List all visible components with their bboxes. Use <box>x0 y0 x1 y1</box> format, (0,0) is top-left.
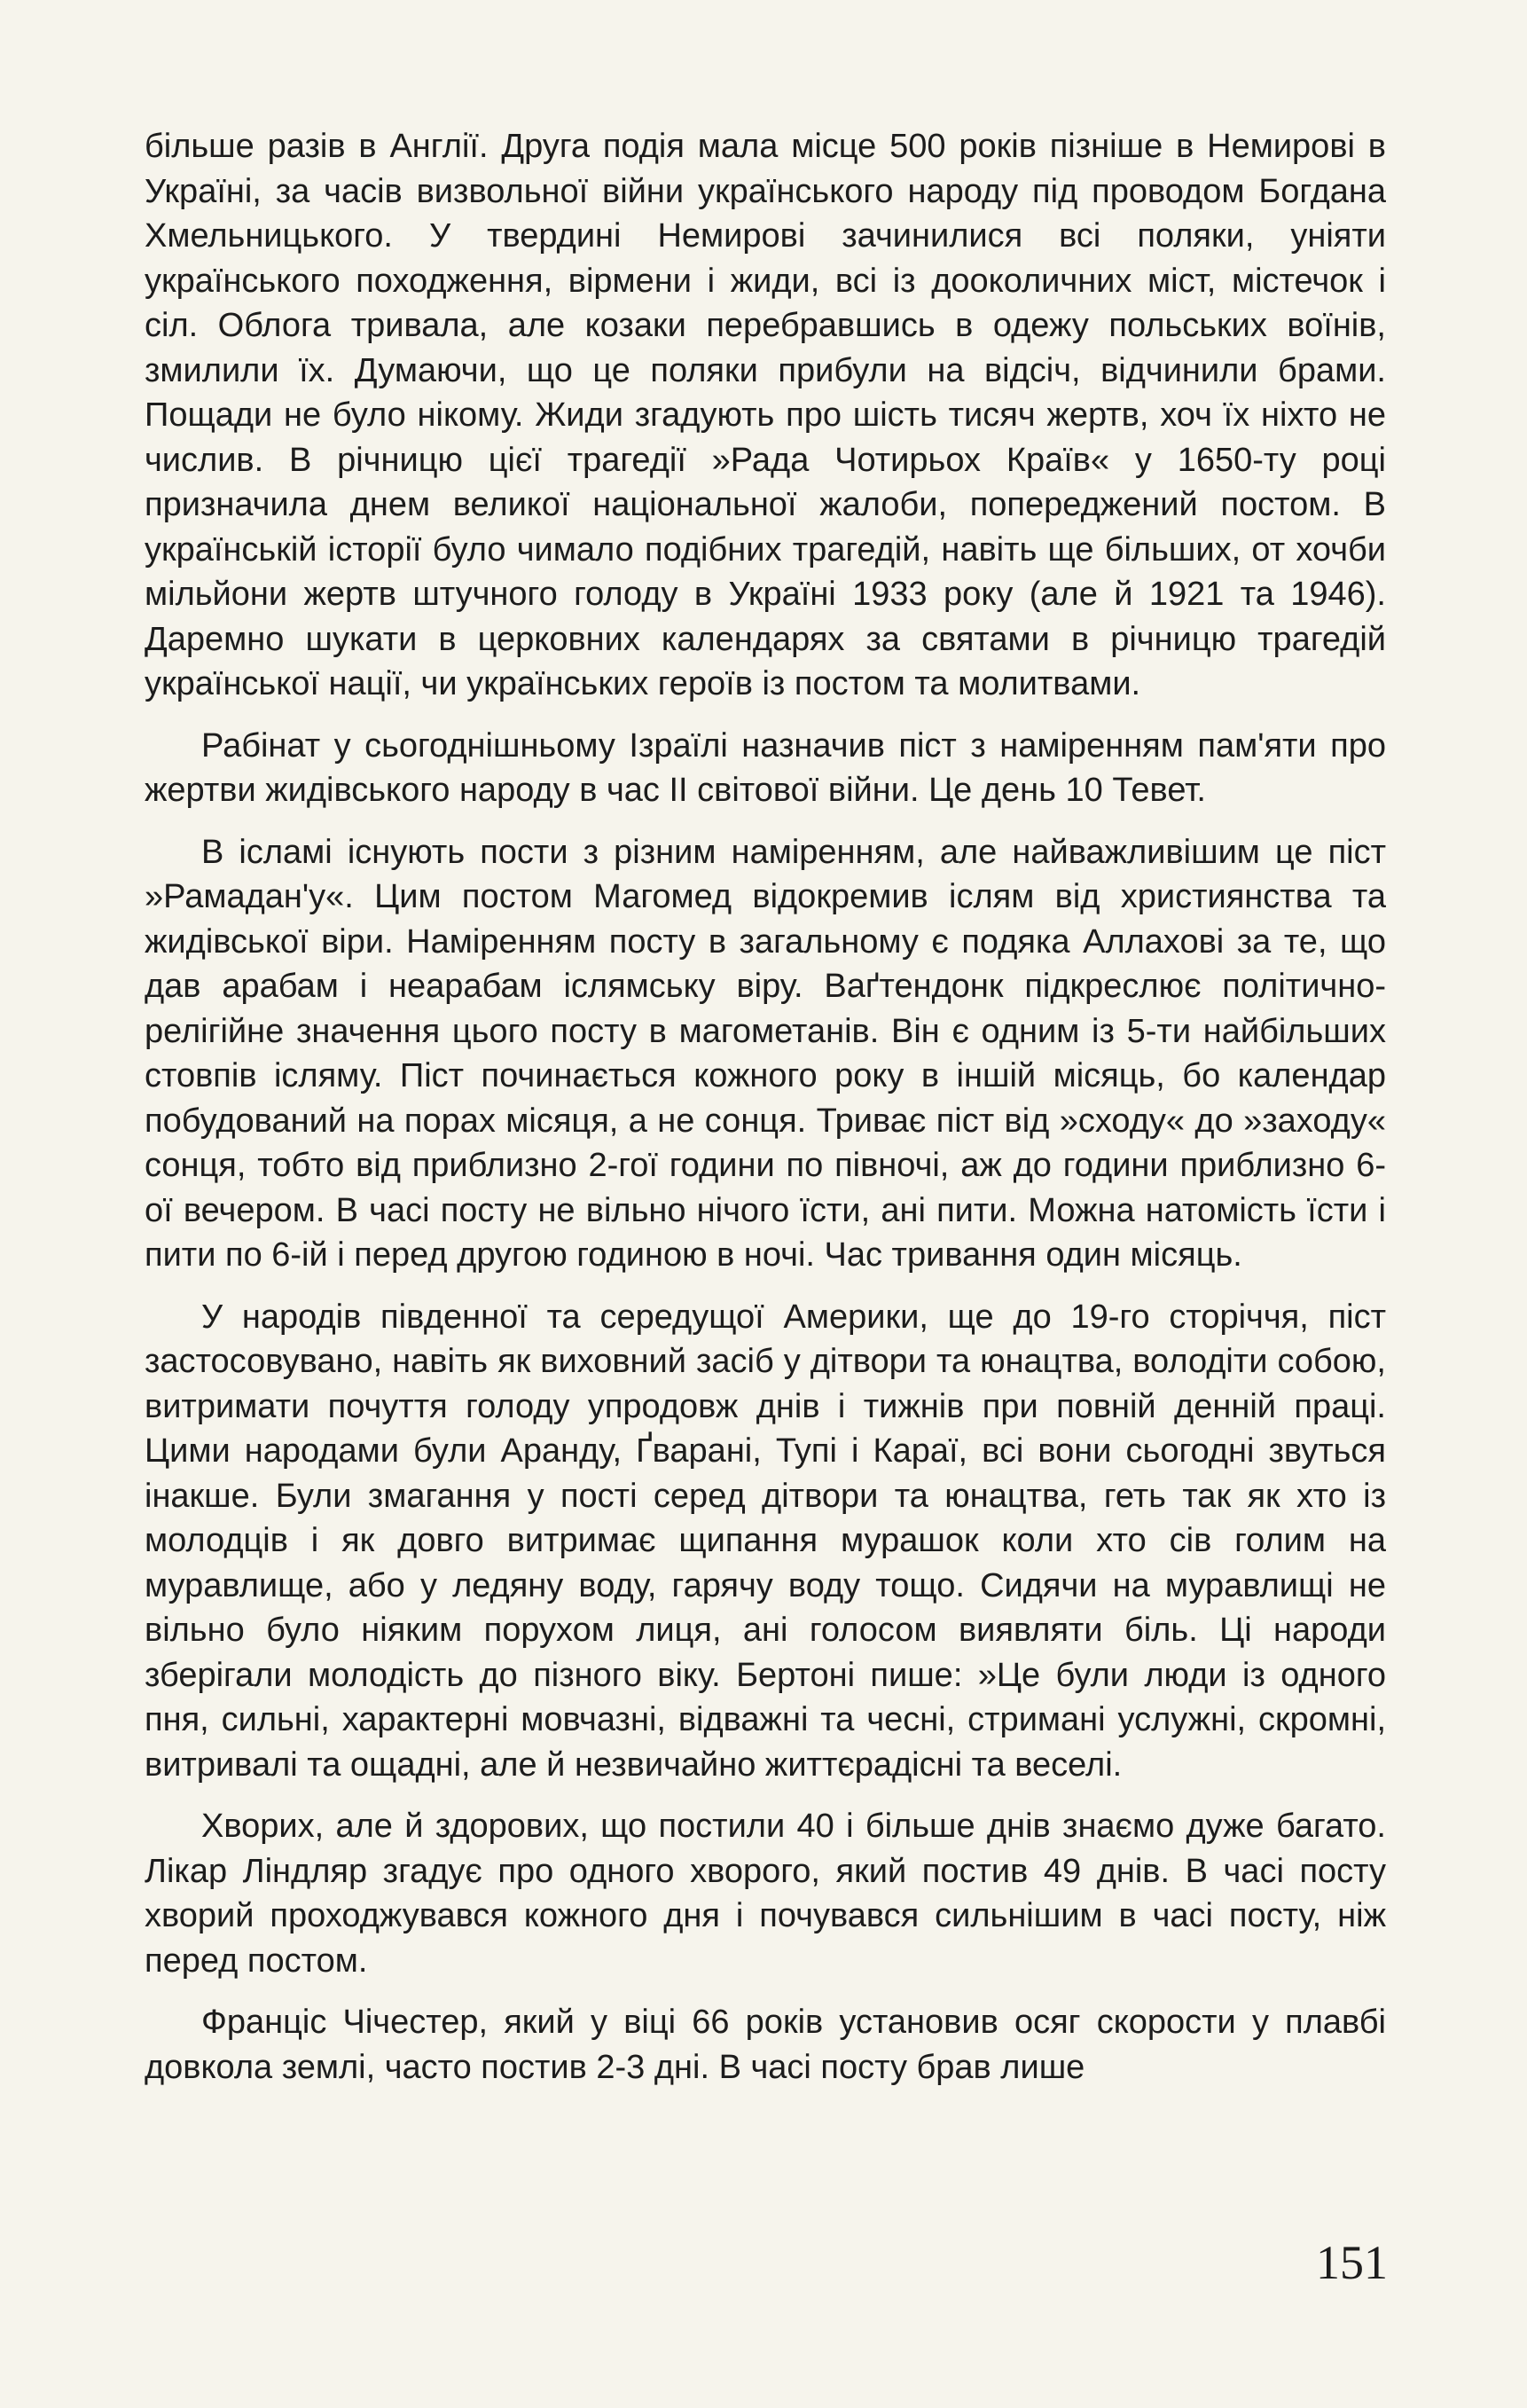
paragraph-america-peoples: У народів південної та середущої Америки, ще до 19-го сторіччя, піст застосовувано, навіть як виховний засіб у дітвори та юнацтва, володіти собою, витримати почуття голоду упродовж днів і тижнів при повній денній праці. Цими народами були Аранду, Ґварані, Тупі і Караї, всі вони сьогодні звуться інакше. Були змагання у пості серед дітвори та юнацтва, геть так як хто із молодців і як довго витримає щипання мурашок коли хто сів голим на муравлище, або у ледяну воду, гарячу воду тощо. Сидячи на муравлищі не вільно було ніяким порухом лиця, ані голосом виявляти біль. Ці народи зберігали молодість до пізного віку. Бертоні пише: »Це були люди із одного пня, сильні, характерні мовчазні, відважні та чесні, стримані услужні, скромні, витривалі та ощадні, але й незвичайно життєрадісні та веселі. <box>145 1298 1386 1784</box>
paragraph-islam-ramadan: В ісламі існують пости з різним наміренням, але найважливішим це піст »Рамадан'у«. Цим постом Магомед відокремив іслям від християнства та жидівської віри. Наміренням посту в загальному є подяка Аллахові за те, що дав арабам і неарабам іслямську віру. Ваґтендонк підкреслює політично-релігійне значення цього посту в магометанів. Він є одним із 5-ти найбільших стовпів ісляму. Піст починається кожного року в іншій місяць, бо календар побудований на порах місяця, а не сонця. Триває піст від »сходу« до »заходу« сонця, тобто від приблизно 2-гої години по півночі, аж до години приблизно 6-ої вечером. В часі посту не вільно нічого їсти, ані пити. Можна натомість їсти і пити по 6-ій і перед другою годиною в ночі. Час тривання один місяць. <box>145 833 1386 1274</box>
paragraph-chichester: Франціс Чічестер, який у віці 66 років установив осяг скорости у плавбі довкола землі, часто постив 2-3 дні. В часі посту брав лише <box>145 2004 1386 2086</box>
paragraph-rabinat: Рабінат у сьогоднішньому Ізраїлі назначив піст з наміренням пам'яти про жертви жидівського народу в час II світової війни. Це день 10 Тевет. <box>145 726 1386 809</box>
page-number: 151 <box>1316 2236 1388 2289</box>
paragraph-sick-fasting: Хворих, але й здорових, що постили 40 і більше днів знаємо дуже багато. Лікар Ліндляр згадує про одного хворого, який постив 49 днів. В часі посту хворий проходжувався кожного дня і почувався сильнішим в часі посту, ніж перед постом. <box>145 1808 1386 1980</box>
body-text <box>145 124 1386 2106</box>
paragraph-nemyriv: більше разів в Англії. Друга подія мала місце 500 років пізніше в Немирові в Україні, за часів визвольної війни українського народу під проводом Богдана Хмельницького. У твердині Немирові зачинилися всі поляки, уніяти українського походження, вірмени і жиди, всі із дооколичних міст, містечок і сіл. Облога тривала, але козаки перебравшись в одежу польських воїнів, змилили їх. Думаючи, що це поляки прибули на відсіч, відчинили брами. Пощади не було нікому. Жиди згадують про шість тисяч жертв, хоч їх ніхто не числив. В річницю цієї трагедії »Рада Чотирьох Країв« у 1650-ту році призначила днем великої національної жалоби, попереджений постом. В українській історії було чимало подібних трагедій, навіть ще більших, от хочби мільйони жертв штучного голоду в Україні 1933 року (але й 1921 та 1946). Даремно шукати в церковних календарях за святами в річницю трагедій української нації, чи українських героїв із постом та молитвами. <box>145 128 1386 702</box>
